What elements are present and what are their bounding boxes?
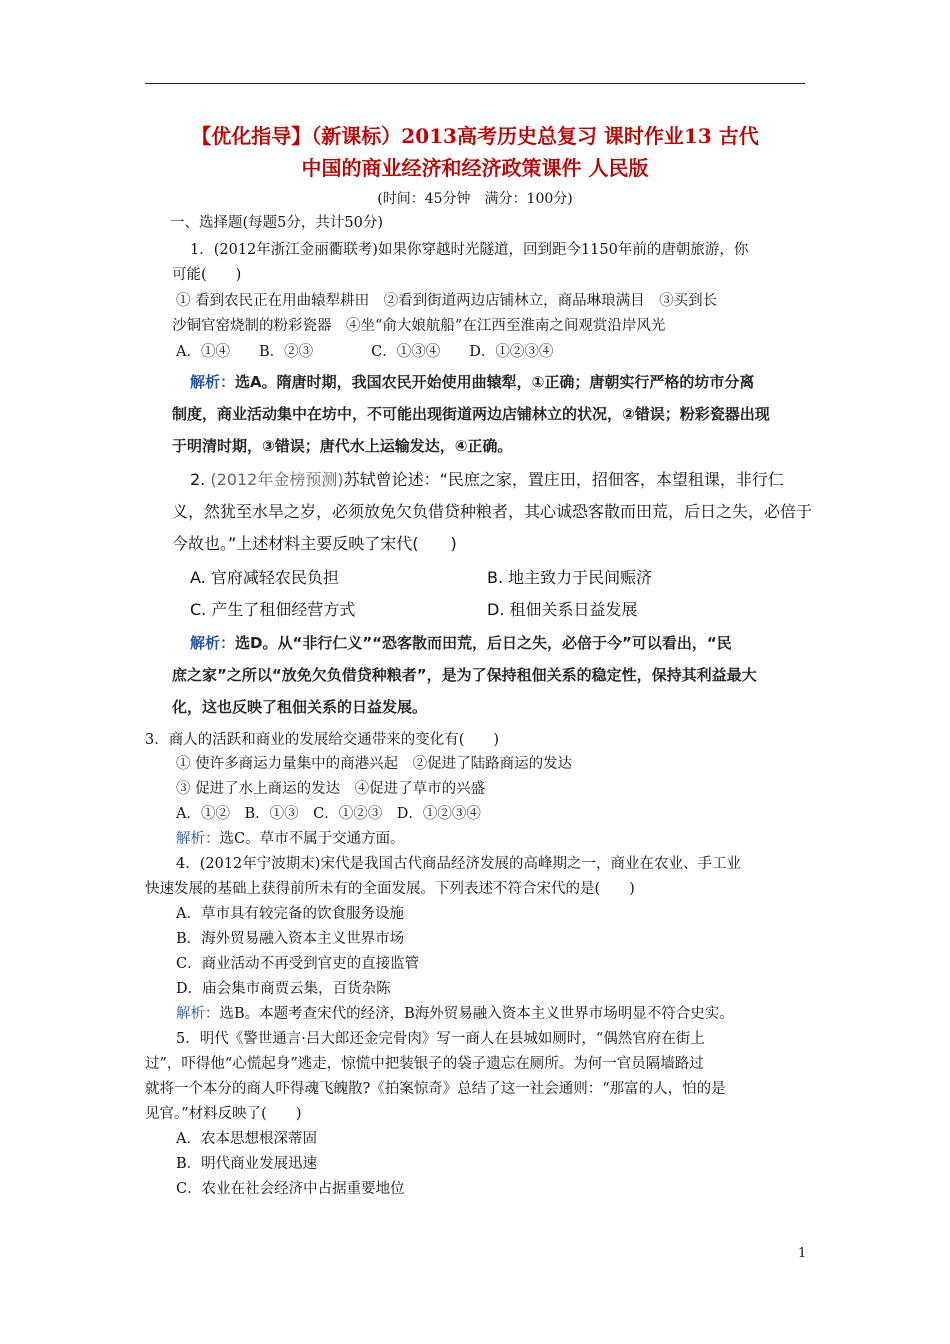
q1-stem-line2: 可能( ) <box>172 267 242 283</box>
q5-option-b: B．明代商业发展迅速 <box>176 1156 318 1172</box>
q1-options: A．①④ B．②③ C．①③④ D．①②③④ <box>176 344 554 360</box>
q2-stem-line1 <box>190 469 784 491</box>
q4-analysis-text: 选B。本题考查宋代的经济，B海外贸易融入资本主义世界市场明显不符合史实。 <box>219 1006 734 1022</box>
q2-analysis-line1 <box>190 632 732 654</box>
q1-analysis-text1: 选A。隋唐时期，我国农民开始使用曲辕犁，①正确；唐朝实行严格的坊市分离 <box>235 373 755 391</box>
time-score-info: (时间：45分钟 满分：100分) <box>377 191 573 207</box>
q2-analysis-line2: 庶之家”之所以“放免欠负借贷种粮者”，是为了保持租佃关系的稳定性，保持其利益最大 <box>172 666 757 684</box>
q3-options: A．①② B．①③ C．①②③ D．①②③④ <box>176 806 481 822</box>
doc-title-line2: 中国的商业经济和经济政策课件 人民版 <box>301 156 649 180</box>
q2-source: (2012年金榜预测) <box>210 470 344 489</box>
q4-option-d: D．庙会集市商贾云集，百货杂陈 <box>176 981 391 997</box>
analysis-label: 解析： <box>190 634 236 652</box>
q1-analysis-line3: 于明清时期，③错误；唐代水上运输发达，④正确。 <box>172 437 513 455</box>
q4-analysis <box>176 1003 734 1025</box>
q2-option-c: C. 产生了租佃经营方式 <box>190 600 356 619</box>
q2-stem-line2: 义，然犹至水旱之岁，必须放免欠负借贷种粮者，其心诚恐客散而田荒，后日之失，必倍于 <box>172 502 813 521</box>
q5-stem-line1: 5．明代《警世通言·吕大郎还金完骨肉》写一商人在县城如厕时，“偶然官府在街上 <box>176 1031 705 1047</box>
q4-option-c: C．商业活动不再受到官吏的直接监管 <box>176 956 420 972</box>
analysis-label: 解析： <box>190 373 236 391</box>
section-heading: 一、选择题(每题5分，共计50分) <box>170 215 383 231</box>
q1-analysis-line1 <box>190 371 754 393</box>
q2-analysis-line3: 化，这也反映了租佃关系的日益发展。 <box>172 698 428 716</box>
q3-items-line2: ③ 促进了水上商运的发达 ④促进了草市的兴盛 <box>176 781 486 797</box>
q4-option-a: A．草市具有较完备的饮食服务设施 <box>176 906 404 922</box>
q2-stem-line3: 今故也。”上述材料主要反映了宋代( ) <box>172 534 457 553</box>
header-rule <box>145 83 805 84</box>
q1-items-line2: 沙铜官窑烧制的粉彩瓷器 ④坐“俞大娘航船”在江西至淮南之间观赏沿岸风光 <box>172 318 666 334</box>
q4-stem-line1: 4．(2012年宁波期末)宋代是我国古代商品经济发展的高峰期之一，商业在农业、手工业 <box>176 856 741 872</box>
q5-stem-line4: 见官。”材料反映了( ) <box>145 1106 302 1122</box>
page-number: 1 <box>798 1246 807 1261</box>
q1-stem-line1: 1．(2012年浙江金丽衢联考)如果你穿越时光隧道，回到距今1150年前的唐朝旅游，你 <box>190 242 749 258</box>
q4-option-b: B．海外贸易融入资本主义世界市场 <box>176 931 405 947</box>
q5-stem-line3: 就将一个本分的商人吓得魂飞魄散?《拍案惊奇》总结了这一社会通则：“那富的人，怕的是 <box>145 1081 726 1097</box>
q2-option-b: B. 地主致力于民间赈济 <box>487 568 653 587</box>
q2-stem-text1: 苏轼曾论述：“民庶之家，置庄田，招佃客，本望租课，非行仁 <box>343 470 784 489</box>
q3-items-line1: ① 使许多商运力量集中的商港兴起 ②促进了陆路商运的发达 <box>176 756 573 772</box>
q2-number: 2. <box>190 470 206 489</box>
q1-items-line1: ① 看到农民正在用曲辕犁耕田 ②看到街道两边店铺林立，商品琳琅满目 ③买到长 <box>176 293 718 309</box>
analysis-label: 解析： <box>176 1006 220 1022</box>
q2-option-d: D. 租佃关系日益发展 <box>487 600 638 619</box>
analysis-label: 解析： <box>176 831 220 847</box>
q4-stem-line2: 快速发展的基础上获得前所未有的全面发展。下列表述不符合宋代的是( ) <box>145 881 635 897</box>
q1-analysis-line2: 制度，商业活动集中在坊中，不可能出现街道两边店铺林立的状况，②错误；粉彩瓷器出现 <box>172 405 770 423</box>
q3-analysis-text: 选C。草市不属于交通方面。 <box>219 831 405 847</box>
q2-analysis-text1: 选D。从“非行仁义”“恐客散而田荒，后日之失，必倍于今”可以看出，“民 <box>235 634 732 652</box>
q5-stem-line2: 过”，吓得他“心慌起身”逃走，惊慌中把装银子的袋子遗忘在厕所。为何一官员隔墙路过 <box>145 1056 704 1072</box>
doc-title-line1: 【优化指导】（新课标）2013高考历史总复习 课时作业13 古代 <box>191 124 759 148</box>
q5-option-c: C．农业在社会经济中占据重要地位 <box>176 1181 405 1197</box>
q3-analysis <box>176 828 405 850</box>
q3-stem: 3．商人的活跃和商业的发展给交通带来的变化有( ) <box>145 732 500 748</box>
q5-option-a: A．农本思想根深蒂固 <box>176 1131 317 1147</box>
q2-option-a: A. 官府减轻农民负担 <box>190 568 339 587</box>
